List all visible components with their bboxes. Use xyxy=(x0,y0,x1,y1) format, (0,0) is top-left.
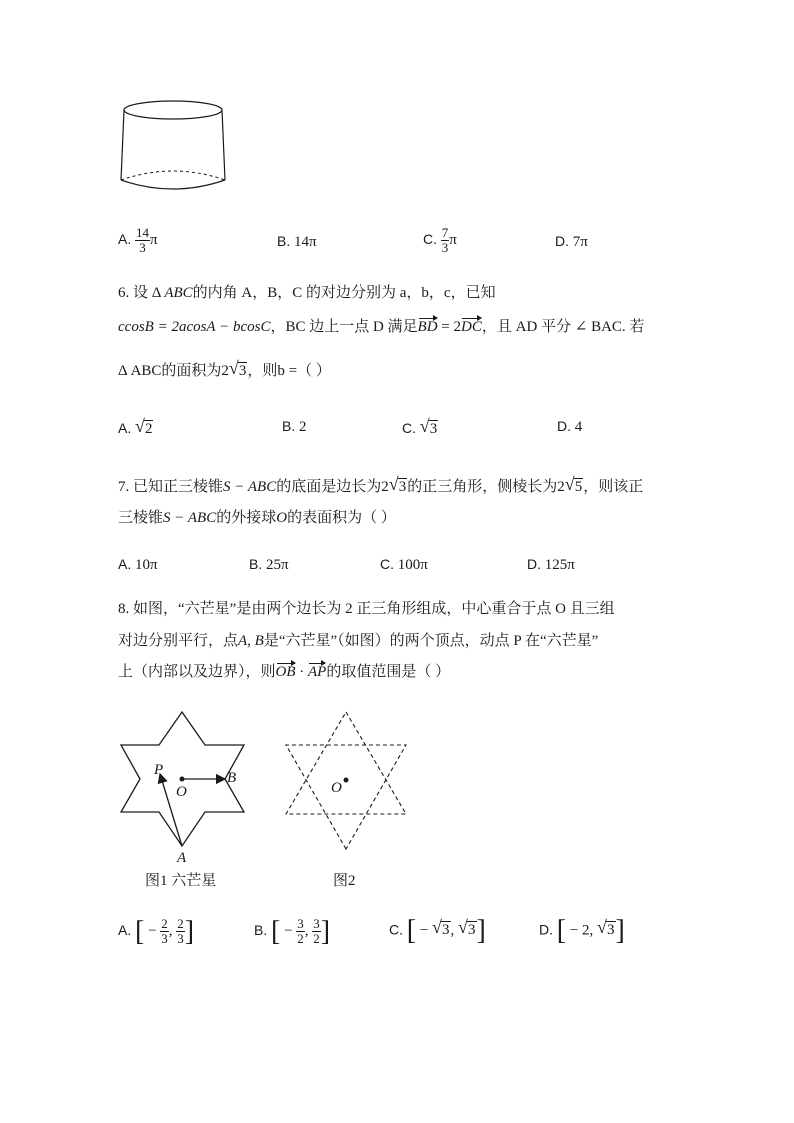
fraction-denominator: 3 xyxy=(177,931,184,946)
fraction xyxy=(135,226,150,255)
equals-sign: = 2 xyxy=(437,319,462,335)
fraction-denominator: 2 xyxy=(313,931,320,946)
square-root xyxy=(420,419,439,439)
q7-option-d xyxy=(527,554,575,575)
left-bracket: [ xyxy=(270,915,281,947)
option-label: B. xyxy=(282,418,296,434)
q8-text: 如图，“六芒星”是由两个边长为 2 正三角形组成，中心重合于点 O 且三组 xyxy=(133,601,615,617)
q8-text: 是“六芒星”（如图）的两个顶点，动点 P 在“六芒星” xyxy=(263,633,599,649)
frustum-bottom-back xyxy=(121,171,225,180)
fraction xyxy=(176,917,185,946)
vector-ob: OB xyxy=(275,664,296,680)
option-label: A. xyxy=(118,921,132,938)
option-label: B. xyxy=(254,921,268,938)
left-bracket: [ xyxy=(556,915,567,946)
q8-line-2 xyxy=(118,631,598,651)
q7-text: 的外接球 xyxy=(216,510,277,526)
q8-line-3 xyxy=(118,662,450,682)
q6-option-a xyxy=(118,418,153,439)
triangle-name: ABC xyxy=(164,285,193,301)
right-bracket: ] xyxy=(320,915,331,947)
fraction xyxy=(296,917,305,946)
radicand: 5 xyxy=(574,479,583,495)
fraction xyxy=(441,226,450,255)
sphere-name: O xyxy=(276,510,288,526)
frustum-left-side xyxy=(121,110,124,180)
question-number: 7. xyxy=(118,479,130,495)
q6-line-2 xyxy=(118,317,644,337)
option-label: A. xyxy=(118,556,132,572)
minus-sign: − xyxy=(566,922,583,939)
q5-option-d xyxy=(555,231,588,252)
hexagram-figure-2 xyxy=(280,700,415,860)
comma: , xyxy=(304,922,313,939)
radicand: 3 xyxy=(442,922,450,939)
option-label: D. xyxy=(539,921,553,938)
minus-sign: − xyxy=(144,922,161,939)
minus-sign: − xyxy=(416,922,433,939)
center-point-o xyxy=(344,778,349,783)
vector-ap: AP xyxy=(308,664,327,680)
option-label: C. xyxy=(423,230,437,247)
label-o: O xyxy=(331,780,342,796)
radicand: 3 xyxy=(238,363,247,379)
points-ab: A, B xyxy=(238,633,264,649)
fraction-denominator: 2 xyxy=(297,931,304,946)
q7-option-c xyxy=(380,554,428,575)
q8-option-c xyxy=(389,917,486,945)
hexagram-figure-1 xyxy=(110,700,260,870)
option-value: 10π xyxy=(134,557,158,573)
square-root xyxy=(389,477,408,497)
option-label: C. xyxy=(380,556,394,572)
q7-line-2 xyxy=(118,508,396,528)
q8-text: 上（内部以及边界），则 xyxy=(118,664,276,680)
q6-text: 的内角 A，B，C 的对边分别为 a，b，c，已知 xyxy=(192,285,496,301)
q5-option-a xyxy=(118,226,158,255)
pyramid-name: S − ABC xyxy=(163,510,217,526)
square-root xyxy=(458,920,477,940)
label-p: P xyxy=(154,762,164,778)
square-root xyxy=(565,477,584,497)
coefficient: 2 xyxy=(221,363,229,379)
coefficient: 2 xyxy=(557,479,565,495)
q7-text: 三棱锥 xyxy=(118,510,164,526)
frustum-top-ellipse xyxy=(124,101,222,119)
fraction-numerator: 14 xyxy=(135,225,149,240)
frustum-right-side xyxy=(222,110,225,180)
pi-symbol: π xyxy=(449,231,457,248)
coefficient: 2 xyxy=(381,479,389,495)
q6-option-d xyxy=(557,416,582,437)
dot-product: · xyxy=(295,664,309,680)
square-root xyxy=(135,419,154,439)
figure-1-caption: 图1 六芒星 xyxy=(145,873,217,889)
upward-triangle-dashed xyxy=(286,712,406,814)
q7-text: 的正三角形，侧棱长为 xyxy=(407,479,558,495)
right-bracket: ] xyxy=(184,915,195,947)
q7-line-1 xyxy=(118,477,643,497)
q7-text: 已知正三棱锥 xyxy=(133,479,224,495)
option-label: D. xyxy=(557,418,571,434)
fraction xyxy=(160,917,169,946)
square-root xyxy=(229,361,248,381)
option-value: 2 xyxy=(582,922,590,939)
equation: ccosB = 2acosA − bcosC xyxy=(118,319,271,335)
right-bracket: ] xyxy=(476,915,486,946)
option-label: D. xyxy=(527,556,541,572)
question-number: 8. xyxy=(118,601,130,617)
q6-option-c xyxy=(402,418,438,439)
option-label: D. xyxy=(555,233,569,249)
pyramid-name: S − ABC xyxy=(223,479,277,495)
option-label: C. xyxy=(389,921,403,938)
q8-option-b xyxy=(254,917,330,946)
q8-text: 对边分别平行，点 xyxy=(118,633,239,649)
vector-bd: BD xyxy=(417,319,438,335)
fraction-numerator: 7 xyxy=(441,225,449,240)
option-value: 125π xyxy=(544,557,575,573)
fraction-numerator: 2 xyxy=(161,916,168,931)
option-label: C. xyxy=(402,420,416,436)
q6-line-3 xyxy=(118,361,331,381)
q7-option-a xyxy=(118,554,158,575)
label-o: O xyxy=(176,784,187,800)
comma: , xyxy=(168,922,177,939)
fraction-denominator: 3 xyxy=(161,931,168,946)
fraction-denominator: 3 xyxy=(441,240,449,255)
radicand: 2 xyxy=(144,421,153,437)
comma: , xyxy=(589,922,598,939)
pi-symbol: π xyxy=(149,231,158,248)
option-value: 14π xyxy=(293,234,317,250)
option-value: 7π xyxy=(572,234,588,250)
q6-option-b xyxy=(282,416,306,437)
option-value: 2 xyxy=(298,419,307,435)
square-root xyxy=(432,920,451,940)
comma: , xyxy=(450,922,459,939)
radicand: 3 xyxy=(468,922,476,939)
q5-option-c xyxy=(423,226,457,255)
q8-option-d xyxy=(539,917,625,945)
q8-text: 的取值范围是（ ） xyxy=(326,664,451,680)
square-root xyxy=(597,920,616,940)
frustum-bottom-front xyxy=(121,180,225,189)
q6-text: ，BC 边上一点 D 满足 xyxy=(270,319,418,335)
q8-line-1 xyxy=(118,599,615,619)
option-value: 4 xyxy=(574,419,583,435)
q7-text: 的表面积为（ ） xyxy=(287,510,396,526)
q8-option-a xyxy=(118,917,194,946)
option-label: B. xyxy=(249,556,263,572)
fraction-numerator: 3 xyxy=(297,916,304,931)
left-bracket: [ xyxy=(406,915,417,946)
option-label: B. xyxy=(277,233,291,249)
option-value: 100π xyxy=(397,557,428,573)
option-label: A. xyxy=(118,420,132,436)
minus-sign: − xyxy=(280,922,297,939)
q6-text: Δ ABC的面积为 xyxy=(118,363,222,379)
fraction-numerator: 3 xyxy=(313,916,320,931)
option-label: A. xyxy=(118,230,132,247)
question-number: 6. xyxy=(118,285,130,301)
radicand: 3 xyxy=(429,421,438,437)
q7-option-b xyxy=(249,554,289,575)
frustum-figure xyxy=(115,96,231,198)
q6-line-1 xyxy=(118,283,496,303)
q6-text: 设 Δ xyxy=(133,285,165,301)
right-bracket: ] xyxy=(615,915,625,946)
downward-triangle-dashed xyxy=(286,745,406,849)
q7-text: ，则该正 xyxy=(583,479,644,495)
radicand: 3 xyxy=(607,922,615,939)
vector-dc: DC xyxy=(461,319,482,335)
q6-text: ，且 AD 平分 ∠ BAC. 若 xyxy=(481,319,645,335)
q5-option-b xyxy=(277,231,317,252)
left-bracket: [ xyxy=(134,915,145,947)
option-value: 25π xyxy=(265,557,289,573)
figure-2-caption: 图2 xyxy=(333,873,356,889)
radicand: 3 xyxy=(398,479,407,495)
fraction xyxy=(312,917,321,946)
fraction-denominator: 3 xyxy=(139,240,146,255)
label-b: B xyxy=(227,770,237,786)
label-a: A xyxy=(177,850,187,866)
fraction-numerator: 2 xyxy=(177,916,184,931)
q6-text: ，则b =（ ） xyxy=(247,363,331,379)
q7-text: 的底面是边长为 xyxy=(276,479,382,495)
